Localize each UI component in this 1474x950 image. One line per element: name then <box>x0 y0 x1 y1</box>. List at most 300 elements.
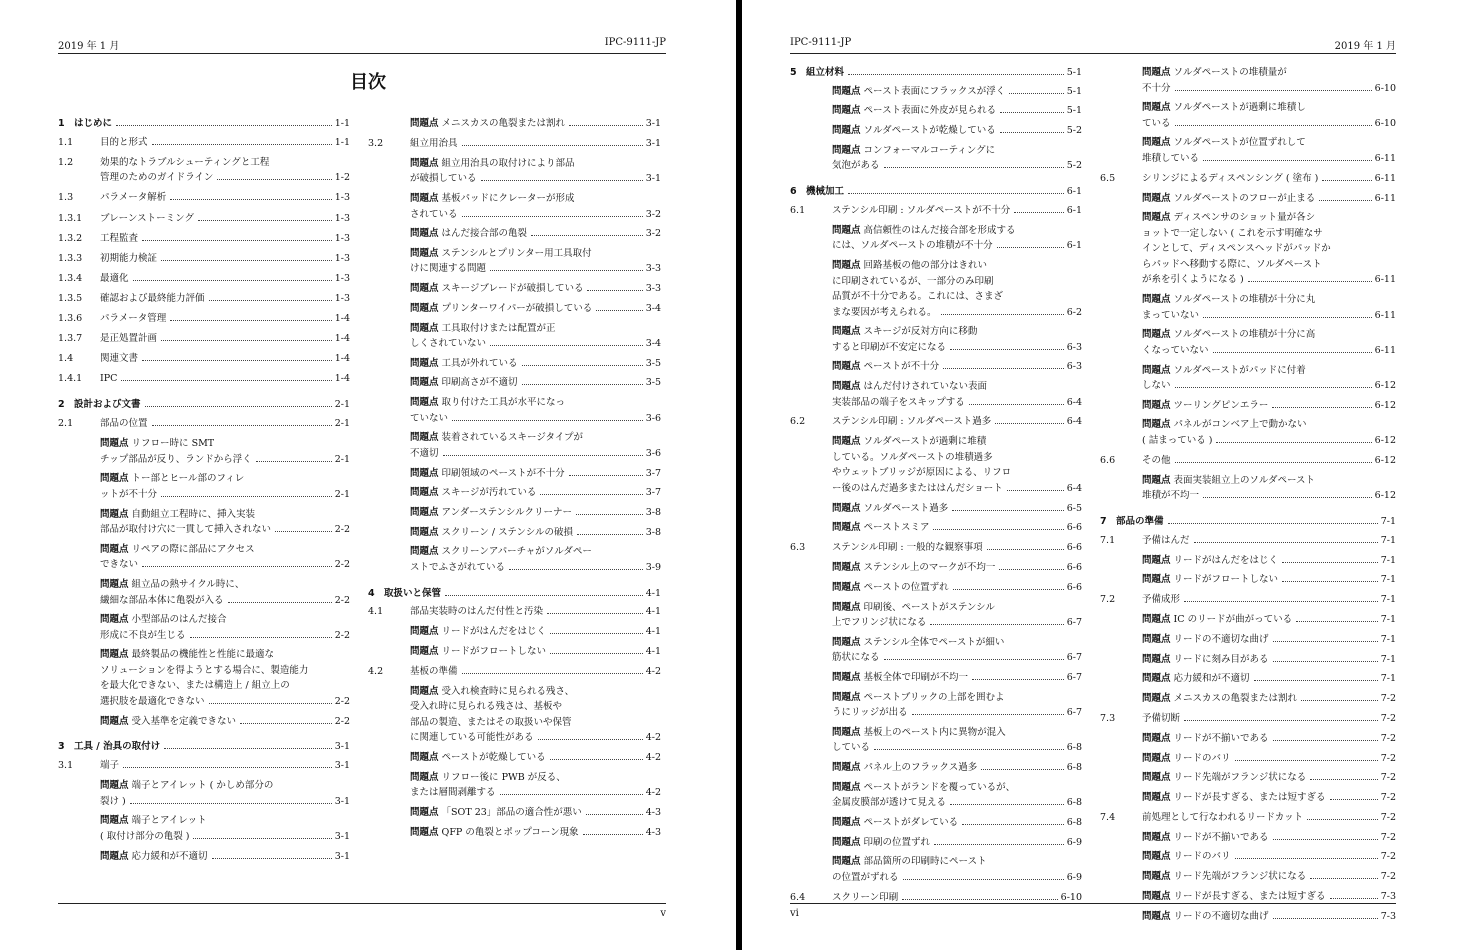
toc-page-ref: 2-1 <box>334 488 350 500</box>
toc-page-ref: 5-1 <box>1066 105 1082 117</box>
dot-leader <box>1175 82 1372 91</box>
toc-problem-entry[interactable] <box>368 544 661 575</box>
toc-problem-entry[interactable] <box>1100 849 1396 865</box>
dot-leader <box>1009 85 1063 94</box>
toc-problem-entry[interactable] <box>1100 363 1396 394</box>
toc-problem-entry[interactable] <box>1100 869 1396 885</box>
dot-leader <box>1273 653 1378 662</box>
toc-entry-text: 工程監査 <box>100 232 139 244</box>
toc-problem-entry[interactable] <box>1100 191 1396 207</box>
toc-problem-entry[interactable] <box>790 815 1082 831</box>
toc-problem-entry[interactable] <box>368 246 661 277</box>
toc-number: 1.4 <box>58 353 74 365</box>
dot-leader <box>1282 573 1378 582</box>
toc-problem-entry[interactable] <box>790 600 1082 631</box>
toc-problem-entry[interactable] <box>368 466 661 482</box>
toc-number: 1.2 <box>58 156 74 168</box>
toc-page-ref: 6-10 <box>1060 891 1082 903</box>
toc-number: 2 <box>58 399 65 411</box>
toc-problem-entry[interactable] <box>790 635 1082 666</box>
toc-entry-text: には、ソルダペーストの堆積が不十分 <box>832 240 993 252</box>
toc-problem-entry[interactable] <box>790 520 1082 536</box>
toc-page-ref: 1-1 <box>334 118 350 129</box>
toc-problem-entry[interactable] <box>1100 135 1396 166</box>
toc-problem-entry[interactable] <box>790 143 1082 174</box>
toc-subsection[interactable] <box>368 136 661 152</box>
toc-entry-text: ペースト表面にフラックスが浮く <box>863 85 1006 97</box>
toc-problem-entry[interactable] <box>58 542 350 573</box>
toc-problem-entry[interactable] <box>58 612 350 643</box>
toc-entry-text: IC のリードが曲がっている <box>1173 614 1293 626</box>
toc-problem-entry[interactable] <box>58 436 350 467</box>
header-date: 2019 年 1 月 <box>1334 41 1396 52</box>
toc-page-ref: 6-7 <box>1066 707 1082 719</box>
page-v <box>0 0 736 950</box>
toc-problem-entry[interactable] <box>1100 327 1396 358</box>
toc-entry-text: リードが不揃いである <box>1173 732 1269 744</box>
toc-subsection[interactable] <box>1100 453 1396 469</box>
toc-page-ref: 4-3 <box>645 826 661 838</box>
toc-problem-entry[interactable] <box>790 103 1082 119</box>
toc-problem-entry[interactable] <box>1100 889 1396 905</box>
toc-problem-entry[interactable] <box>368 805 661 821</box>
dot-leader <box>1194 534 1378 543</box>
toc-entry-text: 目的と形式 <box>100 136 148 148</box>
toc-entry-text: 部品の製造、またはその取扱いや保管 <box>410 716 572 728</box>
toc-problem-entry[interactable] <box>368 301 661 317</box>
problem-label: 問題点 <box>410 193 439 204</box>
toc-page-ref: 3-2 <box>645 228 661 240</box>
toc-section[interactable] <box>368 586 661 602</box>
toc-page-ref: 7-2 <box>1380 851 1396 863</box>
toc-subsection[interactable] <box>1100 171 1396 187</box>
dot-leader <box>522 357 643 366</box>
toc-entry-text: ソルダペーストのフローが止まる <box>1173 192 1316 204</box>
toc-problem-entry[interactable] <box>790 84 1082 100</box>
toc-subsection[interactable] <box>1100 533 1396 549</box>
toc-page-ref: 3-2 <box>645 208 661 220</box>
toc-problem-entry[interactable] <box>1100 572 1396 588</box>
page-number: v <box>660 908 666 919</box>
dot-leader <box>1203 152 1372 161</box>
problem-label: 問題点 <box>1142 474 1171 486</box>
toc-problem-entry[interactable] <box>368 281 661 297</box>
problem-label: 問題点 <box>100 473 129 485</box>
dot-leader <box>987 541 1064 550</box>
toc-subsection[interactable] <box>58 351 350 367</box>
toc-problem-entry[interactable] <box>58 778 350 809</box>
toc-section[interactable] <box>58 739 350 755</box>
dot-leader <box>1310 771 1377 780</box>
toc-problem-entry[interactable] <box>368 825 661 841</box>
problem-label: 問題点 <box>1142 673 1171 685</box>
toc-problem-entry[interactable] <box>790 359 1082 375</box>
toc-problem-entry[interactable] <box>1100 292 1396 323</box>
toc-entry-text: はんだ接合部の亀裂 <box>441 228 528 240</box>
toc-entry-text: が糸を引くようになる ) <box>1142 274 1244 286</box>
toc-problem-entry[interactable] <box>1100 751 1396 767</box>
toc-entry-text: ソルダペーストの堆積が十分に丸 <box>1173 294 1316 306</box>
toc-number: 7.2 <box>1100 594 1116 606</box>
toc-subsection[interactable] <box>368 604 661 620</box>
toc-subsection[interactable] <box>368 664 661 680</box>
toc-entry-text: アンダーステンシルクリーナー <box>441 506 572 518</box>
toc-problem-entry[interactable] <box>58 849 350 865</box>
toc-entry-text: ペーストが乾燥している <box>441 752 546 763</box>
toc-page-ref: 7-1 <box>1380 673 1396 685</box>
toc-problem-entry[interactable] <box>368 356 661 372</box>
toc-entry-text: ていない <box>410 412 449 424</box>
toc-section[interactable] <box>790 65 1082 81</box>
toc-problem-entry[interactable] <box>790 854 1082 885</box>
toc-subsection[interactable] <box>58 311 350 327</box>
toc-page-ref: 6-1 <box>1066 204 1082 216</box>
toc-page-ref: 6-12 <box>1374 380 1396 391</box>
toc-subsection[interactable] <box>790 414 1082 430</box>
toc-number: 6.3 <box>790 542 806 553</box>
toc-entry-text: ペーストがダレている <box>863 816 959 828</box>
toc-subsection[interactable] <box>58 251 350 267</box>
toc-subsection[interactable] <box>58 211 350 227</box>
toc-entry-text: パラメータ管理 <box>100 313 167 324</box>
dot-leader <box>1235 850 1378 859</box>
toc-entry-text: に関連している可能性がある <box>410 732 534 744</box>
dot-leader <box>1213 344 1372 353</box>
toc-subsection[interactable] <box>58 416 350 432</box>
toc-problem-entry[interactable] <box>790 324 1082 355</box>
problem-label: 問題点 <box>832 381 861 393</box>
toc-problem-entry[interactable] <box>790 123 1082 139</box>
toc-problem-entry[interactable] <box>1100 632 1396 648</box>
dot-leader <box>933 521 1063 530</box>
toc-number: 1.3.5 <box>58 292 83 304</box>
problem-label: 問題点 <box>100 850 129 862</box>
problem-label: 問題点 <box>100 649 129 661</box>
toc-problem-entry[interactable] <box>58 714 350 730</box>
dot-leader <box>848 66 1064 75</box>
toc-problem-entry[interactable] <box>1100 790 1396 806</box>
toc-problem-entry[interactable] <box>1100 909 1396 925</box>
toc-entry-text: ストでふさがれている <box>410 561 506 573</box>
toc-problem-entry[interactable] <box>58 647 350 709</box>
problem-label: 問題点 <box>410 432 439 444</box>
problem-label: 問題点 <box>410 157 439 169</box>
dot-leader <box>1330 791 1378 800</box>
toc-number: 1.3.4 <box>58 272 83 284</box>
toc-problem-entry[interactable] <box>1100 210 1396 288</box>
toc-entry-text: しくされていない <box>410 338 487 349</box>
problem-label: 問題点 <box>1142 791 1171 803</box>
toc-number: 1.4.1 <box>58 373 83 385</box>
toc-subsection[interactable] <box>1100 592 1396 608</box>
header-doc-id: IPC-9111-JP <box>790 37 852 48</box>
toc-page-ref: 6-7 <box>1066 652 1082 664</box>
toc-problem-entry[interactable] <box>1100 553 1396 569</box>
toc-subsection[interactable] <box>58 271 350 287</box>
toc-problem-entry[interactable] <box>1100 398 1396 414</box>
problem-label: 問題点 <box>832 105 861 117</box>
toc-entry-text: はんだ付けされていない表面 <box>863 381 988 393</box>
header-doc-id: IPC-9111-JP <box>604 37 666 48</box>
toc-page-ref: 7-1 <box>1380 534 1396 546</box>
footer-rule <box>790 903 1396 904</box>
problem-label: 問題点 <box>832 85 861 97</box>
toc-entry-text: 管理のためのガイドライン <box>100 172 214 184</box>
problem-label: 問題点 <box>1142 851 1171 863</box>
toc-problem-entry[interactable] <box>368 116 661 132</box>
dot-leader <box>1254 672 1378 681</box>
dot-leader <box>161 252 332 261</box>
toc-problem-entry[interactable] <box>1100 612 1396 628</box>
problem-label: 問題点 <box>832 326 861 338</box>
dot-leader <box>145 398 332 407</box>
toc-page-ref: 6-5 <box>1066 502 1082 514</box>
toc-problem-entry[interactable] <box>368 770 661 801</box>
dot-leader <box>152 417 332 426</box>
toc-problem-entry[interactable] <box>790 501 1082 517</box>
problem-label: 問題点 <box>410 302 439 314</box>
toc-problem-entry[interactable] <box>368 226 661 242</box>
toc-problem-entry[interactable] <box>368 485 661 501</box>
toc-entry-text: 部品の準備 <box>1116 515 1164 527</box>
dot-leader <box>538 731 643 740</box>
dot-leader <box>161 332 332 341</box>
toc-problem-entry[interactable] <box>1100 691 1396 707</box>
dot-leader <box>240 715 332 724</box>
toc-problem-entry[interactable] <box>790 725 1082 756</box>
toc-problem-entry[interactable] <box>58 471 350 502</box>
dot-leader <box>445 587 643 596</box>
toc-subsection[interactable] <box>790 540 1082 556</box>
toc-problem-entry[interactable] <box>368 156 661 187</box>
problem-label: 問題点 <box>410 322 439 334</box>
toc-entry-text: ブレーンストーミング <box>100 212 194 224</box>
toc-subsection[interactable] <box>58 291 350 307</box>
toc-subsection[interactable] <box>58 135 350 151</box>
dot-leader <box>950 341 1064 350</box>
toc-entry-text: リード先端がフランジ状になる <box>1173 772 1307 784</box>
toc-section[interactable] <box>790 184 1082 200</box>
toc-problem-entry[interactable] <box>790 670 1082 686</box>
dot-leader <box>443 447 643 456</box>
toc-problem-entry[interactable] <box>368 505 661 521</box>
toc-problem-entry[interactable] <box>790 434 1082 496</box>
toc-entry-text: 自動組立工程時に、挿入実装 <box>131 508 256 520</box>
toc-number: 6.6 <box>1100 454 1116 466</box>
toc-subsection[interactable] <box>790 203 1082 219</box>
toc-page-ref: 4-1 <box>645 646 661 657</box>
toc-entry-text: パラメータ解析 <box>100 192 167 204</box>
problem-label: 問題点 <box>832 671 861 683</box>
toc-entry-text: 前処理として行なわれるリードカット <box>1142 811 1304 823</box>
toc-page-ref: 6-9 <box>1066 836 1082 848</box>
toc-problem-entry[interactable] <box>790 258 1082 320</box>
toc-entry-text: 上でフリンジ状になる <box>832 617 927 628</box>
toc-subsection[interactable] <box>58 371 350 387</box>
toc-entry-text: まな要因が考えられる。 <box>832 306 937 318</box>
toc-page-ref: 2-1 <box>334 453 350 465</box>
toc-entry-text: 工具が外れている <box>441 357 518 369</box>
dot-leader <box>550 645 643 654</box>
toc-problem-entry[interactable] <box>790 379 1082 410</box>
problem-label: 問題点 <box>1142 772 1171 784</box>
toc-entry-text: リードの不適切な曲げ <box>1173 633 1269 645</box>
toc-page-ref: 1-2 <box>334 172 350 184</box>
toc-page-ref: 1-4 <box>334 353 350 365</box>
toc-number: 3 <box>58 741 65 753</box>
problem-label: 問題点 <box>410 357 439 369</box>
dot-leader <box>941 306 1064 315</box>
problem-label: 問題点 <box>410 397 439 409</box>
toc-problem-entry[interactable] <box>1100 652 1396 668</box>
toc-problem-entry[interactable] <box>790 760 1082 776</box>
toc-subsection[interactable] <box>58 190 350 206</box>
toc-page-ref: 4-3 <box>645 806 661 818</box>
toc-problem-entry[interactable] <box>368 375 661 391</box>
toc-page-ref: 2-2 <box>334 594 350 606</box>
toc-entry-text: 印刷後、ペーストがステンシル <box>863 601 995 613</box>
toc-subsection[interactable] <box>1100 711 1396 727</box>
toc-problem-entry[interactable] <box>1100 417 1396 448</box>
toc-problem-entry[interactable] <box>1100 473 1396 504</box>
problem-label: 問題点 <box>832 781 861 793</box>
toc-entry-text: ペーストスミア <box>863 522 930 534</box>
toc-problem-entry[interactable] <box>790 835 1082 851</box>
toc-problem-entry[interactable] <box>368 430 661 461</box>
toc-subsection[interactable] <box>58 331 350 347</box>
dot-leader <box>1184 712 1378 721</box>
toc-entry-text: が破損している <box>410 173 477 185</box>
toc-subsection[interactable] <box>58 231 350 247</box>
toc-entry-text: ペーストが不十分 <box>863 361 940 373</box>
toc-page-ref: 7-1 <box>1380 515 1396 527</box>
dot-leader <box>952 502 1063 511</box>
problem-label: 問題点 <box>1142 831 1171 843</box>
toc-page-ref: 1-3 <box>334 212 350 224</box>
dot-leader <box>1310 870 1377 879</box>
toc-problem-entry[interactable] <box>368 750 661 766</box>
dot-leader <box>550 625 643 634</box>
dot-leader <box>275 523 332 532</box>
header-date: 2019 年 1 月 <box>58 41 120 52</box>
toc-entry-text: スクリーン / ステンシルの破損 <box>441 526 573 538</box>
toc-problem-entry[interactable] <box>790 223 1082 254</box>
toc-entry-text: 繊細な部品本体に亀裂が入る <box>100 594 224 606</box>
toc-entry-text: IPC <box>100 373 118 385</box>
toc-entry-text: ソリューションを得ようとする場合に、製造能力 <box>100 664 309 676</box>
toc-problem-entry[interactable] <box>790 560 1082 576</box>
toc-problem-entry[interactable] <box>1100 671 1396 687</box>
toc-subsection[interactable] <box>58 155 350 186</box>
toc-subsection[interactable] <box>1100 810 1396 826</box>
toc-page-ref: 4-2 <box>645 787 661 799</box>
problem-label: 問題点 <box>410 118 439 129</box>
toc-entry-text: ソルダペーストの堆積量が <box>1173 67 1287 78</box>
toc-entry-text: 受入基準を定義できない <box>131 715 237 727</box>
toc-entry-text: 形成に不良が生じる <box>100 629 186 641</box>
toc-section[interactable] <box>58 397 350 413</box>
dot-leader <box>1273 910 1378 919</box>
dot-leader <box>577 526 643 535</box>
toc-entry-text: リードが長すぎる、または短すぎる <box>1173 890 1326 902</box>
problem-label: 問題点 <box>832 260 861 271</box>
toc-problem-entry[interactable] <box>58 577 350 608</box>
toc-entry-text: 部品箇所の印刷時にペースト <box>863 856 987 868</box>
toc-entry-text: できない <box>100 559 139 571</box>
toc-entry-text: ソルダペーストの堆積が十分に高 <box>1173 329 1316 341</box>
toc-number: 3.2 <box>368 137 384 149</box>
toc-entry-text: 「SOT 23」部品の適合性が悪い <box>441 806 582 818</box>
toc-page-ref: 3-6 <box>645 412 661 424</box>
toc-entry-text: 基板上のペースト内に異物が混入 <box>863 726 1006 738</box>
problem-label: 問題点 <box>832 144 861 156</box>
toc-page-ref: 7-2 <box>1380 693 1396 704</box>
toc-page-ref: 4-1 <box>645 606 661 618</box>
toc-problem-entry[interactable] <box>58 813 350 844</box>
toc-problem-entry[interactable] <box>368 684 661 746</box>
toc-section[interactable] <box>1100 514 1396 530</box>
toc-entry-text: リードがフロートしない <box>441 646 547 657</box>
problem-label: 問題点 <box>832 125 861 137</box>
toc-problem-entry[interactable] <box>368 395 661 426</box>
toc-entry-text: 基板パッドにクレーターが形成 <box>441 193 575 204</box>
toc-number: 6.2 <box>790 416 806 428</box>
toc-page-ref: 6-11 <box>1374 172 1396 184</box>
problem-label: 問題点 <box>1142 364 1171 376</box>
toc-entry-text: 組立材料 <box>806 67 845 78</box>
toc-page-ref: 6-12 <box>1374 434 1396 446</box>
toc-entry-text: プリンターワイパーが破損している <box>441 302 593 314</box>
toc-entry-text: まっていない <box>1142 309 1200 321</box>
toc-page-ref: 2-2 <box>334 524 350 536</box>
dot-leader <box>569 117 643 126</box>
problem-label: 問題点 <box>1142 192 1171 204</box>
toc-problem-entry[interactable] <box>368 525 661 541</box>
dot-leader <box>209 292 332 301</box>
toc-problem-entry[interactable] <box>1100 830 1396 846</box>
toc-problem-entry[interactable] <box>58 507 350 538</box>
problem-label: 問題点 <box>410 247 439 259</box>
problem-label: 問題点 <box>832 361 861 373</box>
toc-problem-entry[interactable] <box>368 644 661 660</box>
toc-problem-entry[interactable] <box>1100 100 1396 131</box>
toc-page-ref: 7-1 <box>1380 554 1396 566</box>
toc-entry-text: シリンジによるディスペンシング ( 塗布 ) <box>1142 172 1319 184</box>
dot-leader <box>1203 309 1372 318</box>
toc-section[interactable] <box>58 116 350 132</box>
toc-subsection[interactable] <box>58 758 350 774</box>
toc-problem-entry[interactable] <box>1100 65 1396 96</box>
dot-leader <box>1175 117 1372 126</box>
toc-entry-text: されている <box>410 208 458 220</box>
toc-entry-text: ( 詰まっている ) <box>1142 434 1213 446</box>
toc-entry-text: または層間剥離する <box>410 787 496 799</box>
toc-problem-entry[interactable] <box>790 690 1082 721</box>
header-rule <box>58 53 666 54</box>
toc-problem-entry[interactable] <box>790 580 1082 596</box>
toc-entry-text: 受入れ検査時に見られる残さ、 <box>441 685 575 697</box>
toc-entry-text: 組立用治具の取付けにより部品 <box>441 157 575 169</box>
toc-problem-entry[interactable] <box>1100 770 1396 786</box>
toc-problem-entry[interactable] <box>790 780 1082 811</box>
toc-entry-text: の位置がずれる <box>832 871 899 883</box>
toc-entry-text: 効果的なトラブルシューティングと工程 <box>100 156 270 168</box>
toc-problem-entry[interactable] <box>1100 731 1396 747</box>
toc-problem-entry[interactable] <box>368 191 661 222</box>
toc-problem-entry[interactable] <box>368 321 661 352</box>
dot-leader <box>130 795 332 804</box>
toc-problem-entry[interactable] <box>368 624 661 640</box>
